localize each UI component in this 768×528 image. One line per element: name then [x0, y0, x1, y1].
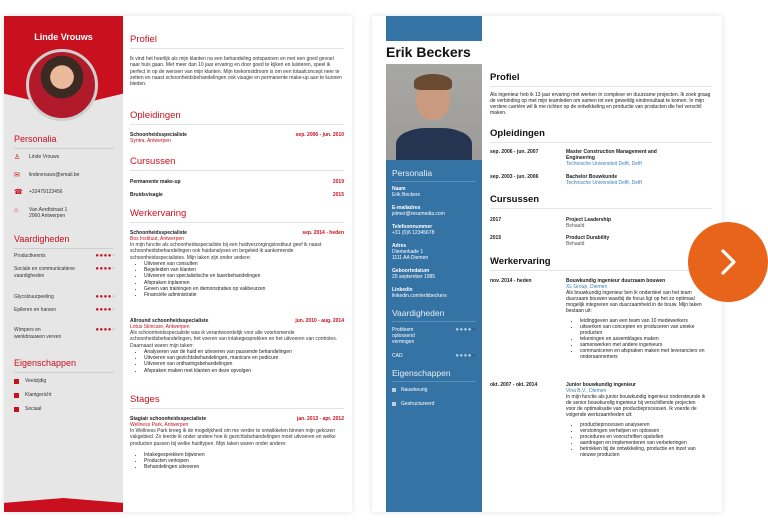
task-list: • Uitvoeren van consulten • Begeleiden van klanten • Uitvoeren van specialistische en laserbehandelingen • Afspraken inplannen • Geven van trainingen en demonstraties op vakbeurzen • Financiële administratie: [130, 261, 344, 299]
personalia-name: Naam Erik Beckers: [392, 186, 421, 198]
divider: [490, 208, 712, 209]
bullet-square-icon: [14, 379, 19, 384]
section-title-education: Opleidingen: [130, 110, 181, 121]
section-title-skills: Vaardigheden: [14, 234, 70, 244]
section-title-work: Werkervaring: [130, 208, 187, 219]
profile-text: Ik vind het heerlijk als mijn klanten na een behandeling ontspannen en met een goed gevoel naar huis gaan. Met meer dan 10 jaar ervaring en door goed te kijken en luisteren, speel ik perfect in op de wensen van mijn klanten. Mijn toekomstdroom is om een totaalconcept neer te zetten en naast schoonheidsbehandelingen ook visagie en permanente make-up aan te kunnen bieden.: [130, 56, 342, 88]
cv-sidebar: [4, 16, 123, 512]
skill-row: Sociale en communicatieve vaardigheden ●●●●●: [14, 266, 116, 279]
rating-dots: ●●●●●: [95, 266, 116, 272]
personalia-birthdate: Geboortedatum 20 september 1985: [392, 268, 436, 280]
work-item: Schoonheidsspecialiste Bos Instituut, Antwerpen sep. 2014 - heden In mijn functie als schoonheidsspecialiste bij een huidverzorgingsinstituut geef ik naast schoonheidsbehandelingen ook huidanalyses en begeleid ik aankomende schoonheidsspecialistes. Mijn taken zijn onder andere: • Uitvoeren van consulten • Begeleiden van klanten • Uitvoeren van specialistische en laserbehandelingen • Afspraken inplannen • Geven van trainingen en demonstraties op vakbeurzen • Financiële administratie: [130, 230, 344, 299]
skill-row: CAD ●●●●●: [392, 353, 476, 359]
skill-row: Productkennis ●●●●●: [14, 253, 116, 259]
divider: [392, 181, 476, 182]
education-item: Schoonheidsspecialiste Syntra, Antwerpen sep. 2006 - jun. 2010: [130, 132, 344, 144]
personalia-linkedin: Linkedin linkedin.com/erikbeckers: [392, 287, 447, 299]
bullet-square-icon: [392, 402, 396, 406]
course-item: Permanente make-up 2019: [130, 179, 344, 185]
section-title-personalia: Personalia: [392, 168, 433, 178]
task-list: • productieprocessen analyseren • verstoringen verhelpen en oplossen • procedures en voorschriften opstellen • aandragen en implementeren van verbeteringen • betrokken bij de ontwikkeling, productie en inzet van nieuwe producten: [566, 422, 706, 458]
section-title-internships: Stages: [130, 394, 160, 405]
section-title-courses: Cursussen: [130, 156, 176, 167]
divider: [130, 170, 344, 171]
divider: [130, 222, 344, 223]
bullet-square-icon: [392, 388, 396, 392]
personalia-name: ♙ Linde Vrouws: [14, 154, 60, 161]
chevron-right-icon: [712, 246, 744, 278]
personalia-phone: Telefoonnummer +31 (0)6 12345678: [392, 224, 435, 236]
personalia-address: ⌂ Van Aerdtstraat 1 2060 Antwerpen: [14, 207, 68, 219]
rating-dots: ●●●●●: [455, 327, 476, 333]
skill-row: Epileren en harsen ●●●●●: [14, 307, 116, 313]
cv-preview-erik-beckers[interactable]: Erik Beckers Personalia Naam Erik Beckers E-mailadres jelmer@resumedia.com Telefoonnummer +31 (0)6 12345678 Adres Diemerkade 1 1111 AA Diemen Geboortedatum 20 september 1985 Linkedin linkedin.com/erikbeckers Vaardigheden Probleem oplossend vermogen ●●●●● CAD ●●●●● Eigenschappen Nauwkeurig Gestructureerd Profiel Als ingenieur heb ik 13 jaar ervaring met werken in complexe en duurzame projecten. Ik zoek graag de verbinding op met mijn teamleden om samen tot een geweldig eindresultaat te komen. In mijn verdere carrière wil ik me richten op de ontwikkeling en productie van producten die het verschil maken. Opleidingen sep. 2006 - jun. 2007 Master Construction Management and Engineering Technische Universiteit Delft, Delft sep. 2003 - jun. 2006 Bachelor Bouwkunde Technische Universiteit Delft, Delft Cursussen 2017 Project Leadership Behaald 2015 Product Durability Behaald Werkervaring nov. 2014 - heden Bouwkundig ingenieur duurzaam bouwen XL Group, Diemen Als bouwkundig ingenieur ben ik onderdeel van het team duurzaam bouwen waarbij de focus ligt op het zo optimaal mogelijk integreren van duurzaamheid in de bouw. Mijn taken bestaan uit: • leidinggeven aan een team van 10 medewerkers • uitwerken van concepten en produceren van unieke producten • tekeningen en assemblages maken • samenwerken met andere ingenieurs • communiceren en afspraken maken met leveranciers en onderaannemers okt. 2007 - okt. 2014 Junior bouwkundig ingenieur Vina B.V., Diemen In mijn functie als junior bouwkundig ingenieur ondersteunde ik de senior bouwkundig ingenieur bij verschillende projecten voor de optimalisatie van productieprocessen. Ik voerde de volgende werkzaamheden uit: • productieprocessen analyseren • verstoringen verhelpen en oplossen • procedures en voorschriften opstellen • aandragen en implementeren van verbeteringen • betrokken bij de ontwikkeling, productie en inzet van nieuwe producten: [372, 16, 722, 512]
divider: [392, 321, 476, 322]
section-title-profile: Profiel: [490, 72, 520, 83]
internship-item: Stagiair schoonheidsspecialiste Wellness Park, Antwerpen jan. 2013 - apr. 2012 In Wellness Park kreeg ik de mogelijkheid om me verder te ontwikkelen binnen mijn gekozen vakgebied. Zo leerde ik onder andere hoe ik gezichtsbehandelingen moet uitvoeren en welke producten passen bij welke huidtypen. Mijn taken waren onder andere: • Intakegesprekken bijwonen • Producten verkopen • Behandelingen uitvoeren: [130, 416, 344, 471]
section-title-courses: Cursussen: [490, 194, 540, 205]
skill-row: Wimpers en wenkbrauwen verven ●●●●●: [14, 327, 116, 340]
cv-name: Erik Beckers: [386, 44, 471, 60]
task-list: • Analyseren van de huid en uitvoeren van passende behandelingen • Uitvoeren van gezichtsbehandelingen, manicure en pedicure • Uitvoeren van ontharingsbehandelingen • Afspraken maken met klanten en deze opvolgen: [130, 349, 344, 374]
carousel-next-button[interactable]: [688, 222, 768, 302]
cv-preview-linde-vrouws[interactable]: [4, 16, 352, 512]
divider: [130, 408, 344, 409]
section-title-properties: Eigenschappen: [392, 368, 451, 378]
divider: [130, 48, 344, 49]
course-item: Bruidsvisagie 2015: [130, 192, 344, 198]
rating-dots: ●●●●●: [95, 327, 116, 333]
section-title-work: Werkervaring: [490, 256, 551, 267]
divider: [14, 248, 114, 249]
section-title-skills: Vaardigheden: [392, 308, 445, 318]
task-list: • Intakegesprekken bijwonen • Producten verkopen • Behandelingen uitvoeren: [130, 452, 344, 471]
envelope-icon: ✉: [14, 172, 20, 179]
work-item: Allround schoonheidsspecialiste Lotus Skincare, Antwerpen jun. 2010 - aug. 2014 Als schoonheidsspecialiste was ik verantwoordelijk voor alle voorkomende schoonheidsbehandelingen, het voeren van intakegesprekken en het uitvoeren van controles. Daarnaast waren mijn taken: • Analyseren van de huid en uitvoeren van passende behandelingen • Uitvoeren van gezichtsbehandelingen, manicure en pedicure • Uitvoeren van ontharingsbehandelingen • Afspraken maken met klanten en deze opvolgen: [130, 318, 344, 374]
divider: [14, 372, 114, 373]
footer-band: [4, 498, 123, 512]
section-title-properties: Eigenschappen: [14, 358, 77, 368]
rating-dots: ●●●●●: [455, 353, 476, 359]
section-title-profile: Profiel: [130, 34, 157, 45]
task-list: • leidinggeven aan een team van 10 medewerkers • uitwerken van concepten en produceren van unieke producten • tekeningen en assemblages maken • samenwerken met andere ingenieurs • communiceren en afspraken maken met leveranciers en onderaannemers: [566, 318, 706, 360]
section-title-personalia: Personalia: [14, 134, 57, 144]
person-icon: ♙: [14, 154, 21, 161]
property-item: Klantgericht: [14, 392, 51, 398]
property-item: Veelzijdig: [14, 378, 46, 384]
divider: [490, 142, 712, 143]
personalia-phone: ☎ +32479123456: [14, 189, 63, 196]
divider: [392, 381, 476, 382]
personalia-email: ✉ lindevrouws@email.be: [14, 172, 80, 179]
profile-text: Als ingenieur heb ik 13 jaar ervaring met werken in complexe en duurzame projecten. Ik zoek graag de verbinding op met mijn teamleden om samen tot een geweldig eindresultaat te komen. In mijn verdere carrière wil ik me richten op de ontwikkeling en productie van producten die het verschil maken.: [490, 92, 711, 116]
property-item: Sociaal: [14, 406, 41, 412]
phone-icon: ☎: [14, 189, 23, 196]
cv-name: Linde Vrouws: [34, 32, 93, 42]
home-icon: ⌂: [14, 207, 19, 214]
divider: [130, 124, 344, 125]
divider: [490, 86, 712, 87]
property-item: Gestructureerd: [392, 401, 434, 407]
rating-dots: ●●●●●: [95, 253, 116, 259]
property-item: Nauwkeurig: [392, 387, 427, 393]
section-title-education: Opleidingen: [490, 128, 545, 139]
divider: [490, 270, 712, 271]
divider: [14, 148, 114, 149]
profile-photo: [26, 49, 98, 121]
rating-dots: ●●●●●: [95, 307, 116, 313]
bullet-square-icon: [14, 393, 19, 398]
bullet-square-icon: [14, 407, 19, 412]
personalia-address: Adres Diemerkade 1 1111 AA Diemen: [392, 243, 429, 261]
personalia-email: E-mailadres jelmer@resumedia.com: [392, 205, 445, 217]
rating-dots: ●●●●●: [95, 294, 116, 300]
profile-photo: [386, 64, 482, 160]
skill-row: Glycolzuurpeeling ●●●●●: [14, 294, 116, 300]
skill-row: Probleem oplossend vermogen ●●●●●: [392, 327, 476, 345]
